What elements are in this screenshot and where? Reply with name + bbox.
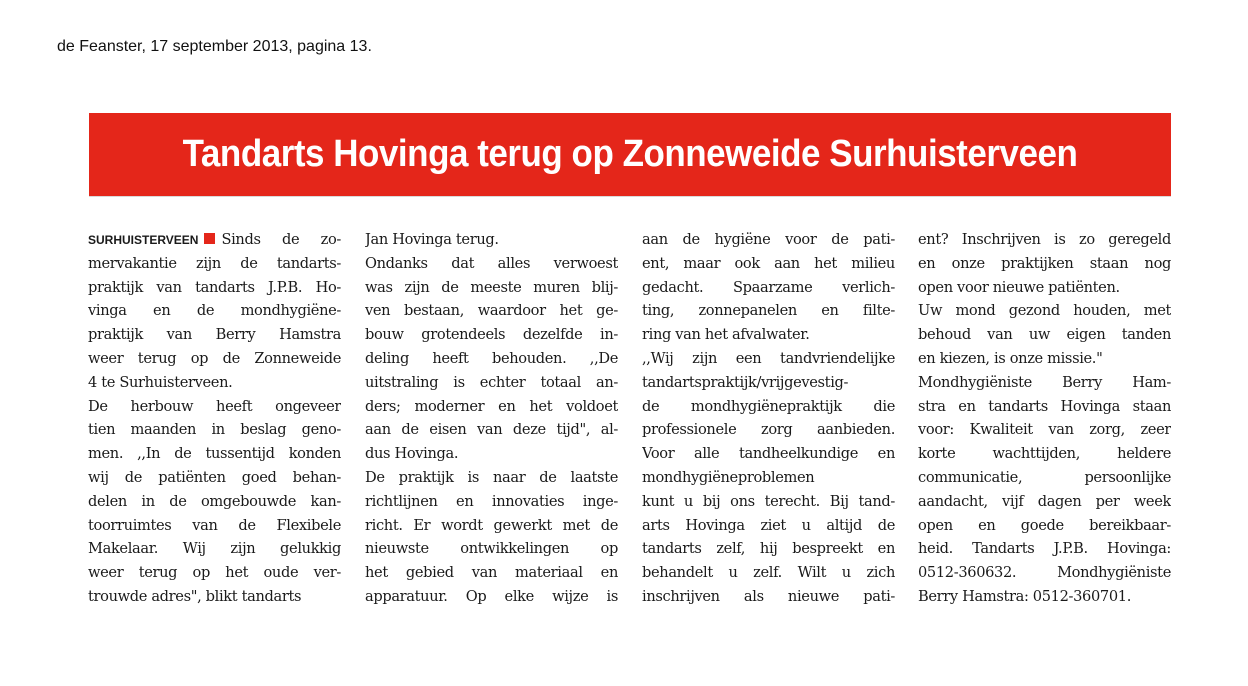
article-line: en kiezen, is onze missie."	[918, 349, 1103, 367]
article-line: korte wachttijden, heldere	[918, 445, 1171, 463]
article-line: stra en tandarts Hovinga staan	[918, 397, 1171, 415]
article-line: Berry Hamstra: 0512-360701.	[918, 587, 1132, 605]
article-line: kunt u bij ons terecht. Bij tand-	[642, 492, 895, 510]
article-line: toorruimtes van de Flexibele	[88, 516, 341, 534]
article-line: praktijk van tandarts J.P.B. Ho-	[88, 278, 341, 296]
article-line: tandartspraktijk/vrijgevestig-	[642, 373, 849, 391]
article-line: vinga en de mondhygiëne-	[88, 302, 341, 320]
dateline: SURHUISTERVEEN	[88, 233, 199, 247]
article-line: apparatuur. Op elke wijze is	[365, 587, 618, 605]
article-line: praktijk van Berry Hamstra	[88, 326, 341, 344]
article-line-text: Sinds de zo-	[221, 231, 341, 248]
article-line: aandacht, vijf dagen per week	[918, 492, 1171, 510]
article-line: deling heeft behouden. ,,De	[365, 349, 618, 367]
article-line: professionele zorg aanbieden.	[642, 421, 895, 439]
article-line: Mondhygiëniste Berry Ham-	[918, 373, 1171, 391]
article-line: De praktijk is naar de laatste	[365, 468, 618, 486]
article-line: communicatie, persoonlijke	[918, 468, 1171, 486]
article-line: trouwde adres", blikt tandarts	[88, 587, 302, 605]
article-line: ring van het afvalwater.	[642, 326, 810, 344]
article-line: delen in de omgebouwde kan-	[88, 492, 341, 510]
article-line: Makelaar. Wij zijn gelukkig	[88, 540, 341, 558]
article-column-2	[365, 228, 618, 609]
article-line: aan de hygiëne voor de pati-	[642, 231, 895, 248]
article-line: richtlijnen en innovaties inge-	[365, 492, 618, 510]
article-line: arts Hovinga ziet u altijd de	[642, 516, 895, 534]
article-line: mervakantie zijn de tandarts-	[88, 254, 341, 272]
article-line: Uw mond gezond houden, met	[918, 302, 1171, 320]
article-line: was zijn de meeste muren blij-	[365, 278, 618, 296]
article-line: tandarts zelf, hij bespreekt en	[642, 540, 895, 558]
article-line: het gebied van materiaal en	[365, 564, 618, 582]
article-line: gedacht. Spaarzame verlich-	[642, 278, 895, 296]
article-line: De herbouw heeft ongeveer	[88, 397, 341, 415]
article-line: Voor alle tandheelkundige en	[642, 445, 895, 463]
source-line: de Feanster, 17 september 2013, pagina 13.	[57, 38, 372, 55]
article-column-3	[642, 228, 895, 609]
article-line: open en goede bereikbaar-	[918, 516, 1171, 534]
article-line	[88, 228, 341, 252]
article-line: mondhygiëneproblemen	[642, 468, 815, 486]
article-line: nieuwste ontwikkelingen op	[365, 540, 618, 558]
article-line: behoud van uw eigen tanden	[918, 326, 1171, 344]
article-line: weer terug op de Zonneweide	[88, 349, 341, 367]
article-line: weer terug op het oude ver-	[88, 564, 341, 582]
article-line: ,,Wij zijn een tandvriendelijke	[642, 349, 895, 367]
article-line: ent? Inschrijven is zo geregeld	[918, 231, 1171, 248]
article-line: Jan Hovinga terug.	[365, 231, 499, 248]
article-column-4	[918, 228, 1171, 609]
article-line: richt. Er wordt gewerkt met de	[365, 516, 618, 534]
article-line: bouw grotendeels dezelfde in-	[365, 326, 618, 344]
article-line: ders; moderner en het voldoet	[365, 397, 618, 415]
article-line: Ondanks dat alles verwoest	[365, 254, 618, 272]
article-line: open voor nieuwe patiënten.	[918, 278, 1120, 296]
dateline-square-icon	[204, 233, 215, 244]
article-line: men. ,,In de tussentijd konden	[88, 445, 341, 463]
article-line: dus Hovinga.	[365, 445, 459, 463]
article-line: behandelt u zelf. Wilt u zich	[642, 564, 895, 582]
article-line: 0512-360632. Mondhygiëniste	[918, 564, 1171, 582]
article-column-1	[88, 228, 341, 609]
article-line: ven bestaan, waardoor het ge-	[365, 302, 618, 320]
headline-banner	[89, 113, 1171, 196]
article-line: inschrijven als nieuwe pati-	[642, 587, 895, 605]
article-line: wij de patiënten goed behan-	[88, 468, 341, 486]
article-line: ent, maar ook aan het milieu	[642, 254, 895, 272]
article-line: 4 te Surhuisterveen.	[88, 373, 233, 391]
article-line: voor: Kwaliteit van zorg, zeer	[918, 421, 1171, 439]
article-line: ting, zonnepanelen en filte-	[642, 302, 895, 320]
article-line: tien maanden in beslag geno-	[88, 421, 341, 439]
article-line: heid. Tandarts J.P.B. Hovinga:	[918, 540, 1171, 558]
article-line: de mondhygiënepraktijk die	[642, 397, 895, 415]
article-line: uitstraling is echter totaal an-	[365, 373, 618, 391]
article-line: en onze praktijken staan nog	[918, 254, 1171, 272]
article-headline: Tandarts Hovinga terug op Zonneweide Surhuisterveen	[182, 133, 1078, 175]
article-line: aan de eisen van deze tijd", al-	[365, 421, 618, 439]
